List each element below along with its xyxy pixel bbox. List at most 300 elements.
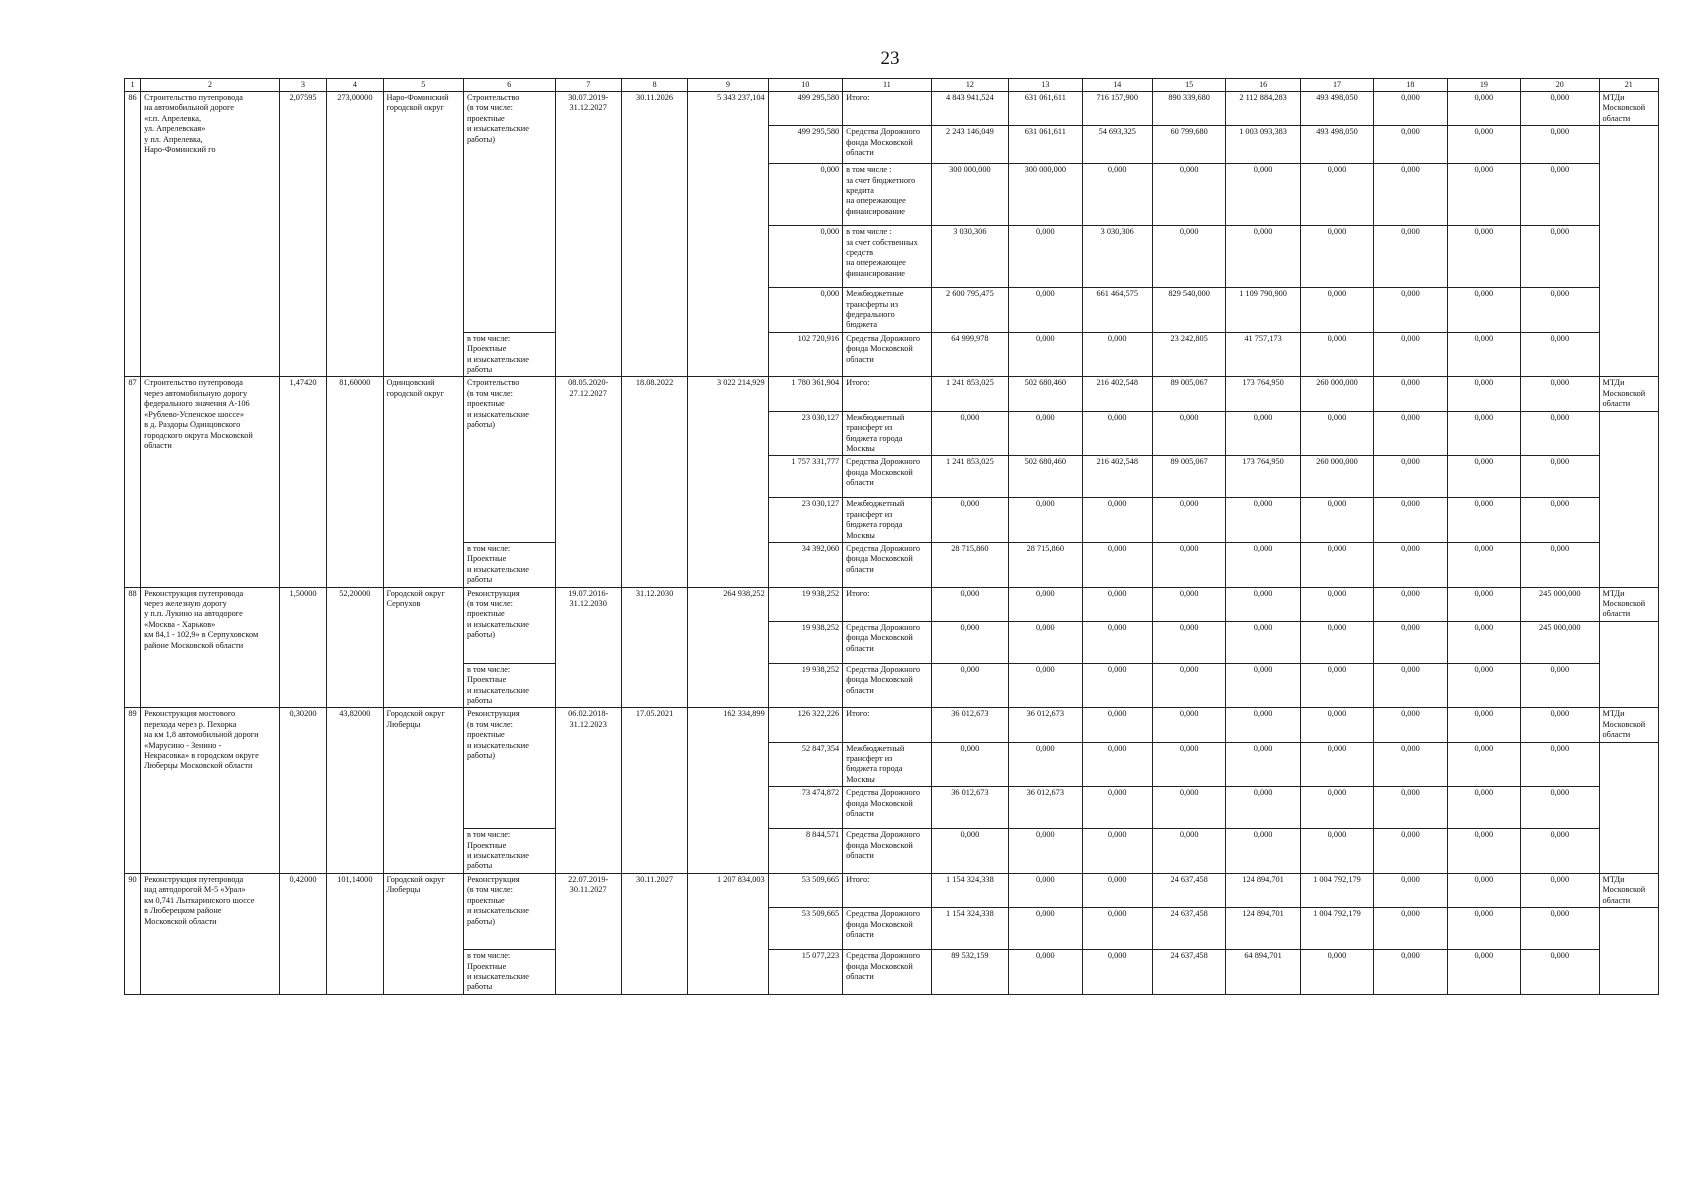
funding-source: Межбюджетный трансферт из бюджета города Москвы	[843, 411, 932, 456]
amount-cell: 0,000	[1226, 542, 1300, 587]
amount-cell: 0,000	[1300, 787, 1373, 829]
financed-to-date: 8 844,571	[768, 829, 842, 874]
amount-cell: 0,000	[1374, 288, 1447, 333]
object-length: 1,47420	[279, 377, 326, 587]
amount-cell: 0,000	[1152, 542, 1225, 587]
amount-cell: 41 757,173	[1226, 332, 1300, 377]
funding-source: Средства Дорожного фонда Московской области	[843, 663, 932, 708]
amount-cell: 0,000	[1300, 498, 1373, 543]
amount-cell: 0,000	[1226, 787, 1300, 829]
amount-cell: 0,000	[931, 587, 1008, 621]
amount-cell: 0,000	[1152, 587, 1225, 621]
amount-cell: 0,000	[1009, 663, 1082, 708]
funding-source: Итого:	[843, 873, 932, 907]
amount-cell: 0,000	[1374, 587, 1447, 621]
amount-cell: 2 112 884,283	[1226, 92, 1300, 126]
amount-cell: 1 003 093,383	[1226, 126, 1300, 164]
table-row	[125, 873, 1659, 907]
amount-cell: 0,000	[1374, 164, 1447, 226]
amount-cell: 0,000	[1447, 950, 1520, 995]
amount-cell: 0,000	[1009, 621, 1082, 663]
work-type: Строительство (в том числе: проектные и изыскательские работы)	[463, 92, 555, 333]
work-type: Реконструкция (в том числе: проектные и изыскательские работы)	[463, 708, 555, 829]
amount-cell: 716 157,900	[1082, 92, 1152, 126]
work-type-sub: в том числе: Проектные и изыскательские работы	[463, 332, 555, 377]
amount-cell: 0,000	[1521, 288, 1599, 333]
amount-cell: 0,000	[1374, 950, 1447, 995]
amount-cell: 0,000	[931, 663, 1008, 708]
object-number: 89	[125, 708, 141, 873]
amount-cell: 829 540,000	[1152, 288, 1225, 333]
customer: МТДи Московской области	[1599, 708, 1659, 742]
amount-cell: 1 109 790,900	[1226, 288, 1300, 333]
amount-cell: 890 339,680	[1152, 92, 1225, 126]
funding-source: Межбюджетные трансферты из федерального бюджета	[843, 288, 932, 333]
amount-cell: 0,000	[1521, 164, 1599, 226]
financed-to-date: 102 720,916	[768, 332, 842, 377]
amount-cell: 0,000	[1300, 587, 1373, 621]
amount-cell: 0,000	[1521, 742, 1599, 787]
financed-to-date: 53 509,665	[768, 873, 842, 907]
amount-cell: 0,000	[1009, 873, 1082, 907]
amount-cell: 0,000	[1226, 621, 1300, 663]
amount-cell: 54 693,325	[1082, 126, 1152, 164]
amount-cell: 0,000	[1521, 332, 1599, 377]
header-row	[125, 79, 1659, 92]
page-number: 23	[880, 48, 900, 69]
amount-cell: 0,000	[1082, 829, 1152, 874]
work-type-sub: в том числе: Проектные и изыскательские работы	[463, 663, 555, 708]
amount-cell: 0,000	[1152, 621, 1225, 663]
work-dates: 19.07.2016- 31.12.2030	[555, 587, 621, 708]
amount-cell: 260 000,000	[1300, 377, 1373, 411]
municipality: Наро-Фоминский городской округ	[383, 92, 463, 377]
amount-cell: 0,000	[1009, 411, 1082, 456]
amount-cell: 36 012,673	[931, 787, 1008, 829]
amount-cell: 0,000	[1009, 742, 1082, 787]
amount-cell: 0,000	[1521, 787, 1599, 829]
object-name: Строительство путепровода через автомобильную дорогу федерального значения А-106 «Рублево-Успенское шоссе» в д. Раздоры Одинцовского городского округа Московской области	[141, 377, 280, 587]
amount-cell: 1 154 324,338	[931, 908, 1008, 950]
financed-to-date: 499 295,580	[768, 126, 842, 164]
work-dates: 06.02.2018- 31.12.2023	[555, 708, 621, 873]
amount-cell: 28 715,860	[931, 542, 1008, 587]
funding-source: Средства Дорожного фонда Московской области	[843, 456, 932, 498]
customer-continued	[1599, 742, 1659, 873]
amount-cell: 36 012,673	[931, 708, 1008, 742]
financed-to-date: 1 780 361,904	[768, 377, 842, 411]
table-row	[125, 587, 1659, 621]
amount-cell: 64 999,978	[931, 332, 1008, 377]
commissioning-date: 30.11.2027	[621, 873, 687, 994]
column-header: 4	[327, 79, 383, 92]
amount-cell: 0,000	[1374, 126, 1447, 164]
object-name: Строительство путепровода на автомобильной дороге «г.п. Апрелевка, ул. Апрелевская» у пл. Апрелевка, Наро-Фоминский го	[141, 92, 280, 377]
object-length: 0,30200	[279, 708, 326, 873]
amount-cell: 124 894,701	[1226, 873, 1300, 907]
amount-cell: 300 000,000	[931, 164, 1008, 226]
customer: МТДи Московской области	[1599, 377, 1659, 411]
amount-cell: 0,000	[1082, 542, 1152, 587]
amount-cell: 0,000	[1447, 377, 1520, 411]
amount-cell: 0,000	[1374, 663, 1447, 708]
object-name: Реконструкция мостового перехода через р. Пехорка на км 1,8 автомобильной дороги «Марусино - Зенино - Некрасовка» в городском округе Люберцы Московской области	[141, 708, 280, 873]
amount-cell: 0,000	[1374, 873, 1447, 907]
amount-cell: 0,000	[1082, 787, 1152, 829]
amount-cell: 0,000	[1374, 742, 1447, 787]
object-length: 0,42000	[279, 873, 326, 994]
amount-cell: 0,000	[1082, 908, 1152, 950]
funding-source: Итого:	[843, 377, 932, 411]
object-area: 43,82000	[327, 708, 383, 873]
amount-cell: 2 243 146,049	[931, 126, 1008, 164]
amount-cell: 631 061,611	[1009, 126, 1082, 164]
amount-cell: 0,000	[1447, 164, 1520, 226]
funding-source: Итого:	[843, 708, 932, 742]
column-header: 13	[1009, 79, 1082, 92]
amount-cell: 0,000	[1009, 587, 1082, 621]
object-length: 1,50000	[279, 587, 326, 708]
amount-cell: 0,000	[1447, 829, 1520, 874]
funding-source: Средства Дорожного фонда Московской области	[843, 126, 932, 164]
amount-cell: 0,000	[1152, 742, 1225, 787]
amount-cell: 0,000	[1300, 621, 1373, 663]
amount-cell: 0,000	[1521, 498, 1599, 543]
customer: МТДи Московской области	[1599, 587, 1659, 621]
amount-cell: 0,000	[1226, 708, 1300, 742]
amount-cell: 0,000	[1082, 708, 1152, 742]
financed-to-date: 53 509,665	[768, 908, 842, 950]
amount-cell: 0,000	[1447, 742, 1520, 787]
amount-cell: 0,000	[1300, 542, 1373, 587]
amount-cell: 0,000	[1226, 411, 1300, 456]
commissioning-date: 31.12.2030	[621, 587, 687, 708]
financed-to-date: 23 030,127	[768, 411, 842, 456]
amount-cell: 631 061,611	[1009, 92, 1082, 126]
amount-cell: 0,000	[1521, 829, 1599, 874]
amount-cell: 0,000	[1521, 542, 1599, 587]
estimated-cost: 5 343 237,104	[688, 92, 768, 377]
customer-continued	[1599, 908, 1659, 995]
amount-cell: 0,000	[1374, 332, 1447, 377]
object-area: 273,00000	[327, 92, 383, 377]
funding-source: Средства Дорожного фонда Московской области	[843, 908, 932, 950]
amount-cell: 0,000	[1226, 663, 1300, 708]
financed-to-date: 126 322,226	[768, 708, 842, 742]
amount-cell: 0,000	[1447, 126, 1520, 164]
amount-cell: 0,000	[931, 742, 1008, 787]
amount-cell: 0,000	[1300, 950, 1373, 995]
amount-cell: 0,000	[1300, 332, 1373, 377]
amount-cell: 0,000	[1226, 742, 1300, 787]
commissioning-date: 18.08.2022	[621, 377, 687, 587]
amount-cell: 0,000	[1082, 411, 1152, 456]
amount-cell: 0,000	[1082, 663, 1152, 708]
amount-cell: 0,000	[1447, 498, 1520, 543]
amount-cell: 1 004 792,179	[1300, 873, 1373, 907]
amount-cell: 24 637,458	[1152, 873, 1225, 907]
financed-to-date: 52 847,354	[768, 742, 842, 787]
amount-cell: 0,000	[1374, 708, 1447, 742]
amount-cell: 0,000	[1447, 456, 1520, 498]
amount-cell: 0,000	[1521, 377, 1599, 411]
amount-cell: 0,000	[1009, 908, 1082, 950]
amount-cell: 4 843 941,524	[931, 92, 1008, 126]
object-number: 90	[125, 873, 141, 994]
amount-cell: 1 241 853,025	[931, 377, 1008, 411]
amount-cell: 0,000	[1009, 829, 1082, 874]
amount-cell: 0,000	[1374, 92, 1447, 126]
amount-cell: 0,000	[1374, 226, 1447, 288]
object-length: 2,07595	[279, 92, 326, 377]
amount-cell: 0,000	[1521, 226, 1599, 288]
amount-cell: 0,000	[1300, 288, 1373, 333]
funding-source: в том числе : за счет бюджетного кредита на опережающее финансирование	[843, 164, 932, 226]
column-header: 2	[141, 79, 280, 92]
amount-cell: 0,000	[1300, 708, 1373, 742]
column-header: 11	[843, 79, 932, 92]
amount-cell: 0,000	[1226, 829, 1300, 874]
amount-cell: 0,000	[1300, 164, 1373, 226]
amount-cell: 661 464,575	[1082, 288, 1152, 333]
column-header: 8	[621, 79, 687, 92]
amount-cell: 0,000	[931, 621, 1008, 663]
amount-cell: 0,000	[1374, 829, 1447, 874]
amount-cell: 23 242,805	[1152, 332, 1225, 377]
table-row	[125, 92, 1659, 126]
amount-cell: 0,000	[1447, 708, 1520, 742]
amount-cell: 0,000	[1374, 787, 1447, 829]
funding-source: Средства Дорожного фонда Московской области	[843, 332, 932, 377]
amount-cell: 0,000	[1300, 829, 1373, 874]
amount-cell: 0,000	[1152, 787, 1225, 829]
financed-to-date: 0,000	[768, 288, 842, 333]
municipality: Городской округ Люберцы	[383, 708, 463, 873]
amount-cell: 0,000	[1374, 377, 1447, 411]
funding-source: Средства Дорожного фонда Московской области	[843, 787, 932, 829]
amount-cell: 0,000	[931, 829, 1008, 874]
work-type-sub: в том числе: Проектные и изыскательские работы	[463, 542, 555, 587]
work-dates: 22.07.2019- 30.11.2027	[555, 873, 621, 994]
amount-cell: 28 715,860	[1009, 542, 1082, 587]
municipality: Городской округ Серпухов	[383, 587, 463, 708]
work-type: Реконструкция (в том числе: проектные и изыскательские работы)	[463, 587, 555, 663]
funding-source: Средства Дорожного фонда Московской области	[843, 950, 932, 995]
column-header: 20	[1521, 79, 1599, 92]
amount-cell: 0,000	[1447, 587, 1520, 621]
object-name: Реконструкция путепровода через железную дорогу у п.п. Лукино на автодороге «Москва - Харьков» км 84,1 - 102,9» в Серпуховском районе Московской области	[141, 587, 280, 708]
amount-cell: 0,000	[1226, 226, 1300, 288]
amount-cell: 0,000	[1374, 542, 1447, 587]
financed-to-date: 23 030,127	[768, 498, 842, 543]
column-header: 1	[125, 79, 141, 92]
column-header: 7	[555, 79, 621, 92]
work-type: Реконструкция (в том числе: проектные и изыскательские работы)	[463, 873, 555, 949]
amount-cell: 124 894,701	[1226, 908, 1300, 950]
amount-cell: 0,000	[1374, 456, 1447, 498]
column-header: 19	[1447, 79, 1520, 92]
amount-cell: 0,000	[1152, 663, 1225, 708]
amount-cell: 0,000	[1447, 663, 1520, 708]
amount-cell: 245 000,000	[1521, 587, 1599, 621]
amount-cell: 36 012,673	[1009, 787, 1082, 829]
amount-cell: 0,000	[1152, 829, 1225, 874]
financed-to-date: 0,000	[768, 226, 842, 288]
amount-cell: 0,000	[1082, 332, 1152, 377]
amount-cell: 0,000	[1300, 226, 1373, 288]
amount-cell: 3 030,306	[931, 226, 1008, 288]
amount-cell: 0,000	[1447, 92, 1520, 126]
amount-cell: 0,000	[1226, 164, 1300, 226]
amount-cell: 0,000	[1152, 708, 1225, 742]
amount-cell: 1 241 853,025	[931, 456, 1008, 498]
funding-source: в том числе : за счет собственных средств на опережающее финансирование	[843, 226, 932, 288]
object-area: 52,20000	[327, 587, 383, 708]
amount-cell: 493 498,050	[1300, 126, 1373, 164]
amount-cell: 245 000,000	[1521, 621, 1599, 663]
amount-cell: 0,000	[1082, 164, 1152, 226]
amount-cell: 1 004 792,179	[1300, 908, 1373, 950]
amount-cell: 0,000	[1521, 92, 1599, 126]
customer: МТДи Московской области	[1599, 873, 1659, 907]
amount-cell: 0,000	[1009, 288, 1082, 333]
amount-cell: 0,000	[1152, 411, 1225, 456]
amount-cell: 0,000	[1374, 411, 1447, 456]
amount-cell: 0,000	[1447, 873, 1520, 907]
funding-source: Средства Дорожного фонда Московской области	[843, 542, 932, 587]
column-header: 10	[768, 79, 842, 92]
amount-cell: 24 637,458	[1152, 908, 1225, 950]
commissioning-date: 17.05.2021	[621, 708, 687, 873]
table-row	[125, 708, 1659, 742]
amount-cell: 0,000	[1009, 498, 1082, 543]
municipality: Одинцовский городской округ	[383, 377, 463, 587]
amount-cell: 300 000,000	[1009, 164, 1082, 226]
funding-source: Средства Дорожного фонда Московской области	[843, 829, 932, 874]
amount-cell: 0,000	[1152, 164, 1225, 226]
customer: МТДи Московской области	[1599, 92, 1659, 126]
financing-table	[124, 78, 1659, 995]
amount-cell: 0,000	[1152, 498, 1225, 543]
amount-cell: 0,000	[1009, 950, 1082, 995]
amount-cell: 216 402,548	[1082, 377, 1152, 411]
object-name: Реконструкция путепровода над автодорогой М-5 «Урал» км 0,741 Лыткаринского шоссе в Люберецком районе Московской области	[141, 873, 280, 994]
amount-cell: 0,000	[1447, 787, 1520, 829]
column-header: 6	[463, 79, 555, 92]
amount-cell: 3 030,306	[1082, 226, 1152, 288]
financed-to-date: 0,000	[768, 164, 842, 226]
financed-to-date: 19 938,252	[768, 663, 842, 708]
customer-continued	[1599, 126, 1659, 377]
column-header: 12	[931, 79, 1008, 92]
amount-cell: 0,000	[1300, 411, 1373, 456]
amount-cell: 0,000	[1082, 873, 1152, 907]
work-dates: 30.07.2019- 31.12.2027	[555, 92, 621, 377]
funding-source: Итого:	[843, 587, 932, 621]
funding-source: Итого:	[843, 92, 932, 126]
object-area: 81,60000	[327, 377, 383, 587]
amount-cell: 0,000	[1152, 226, 1225, 288]
financed-to-date: 19 938,252	[768, 621, 842, 663]
funding-source: Средства Дорожного фонда Московской области	[843, 621, 932, 663]
amount-cell: 0,000	[1447, 542, 1520, 587]
financed-to-date: 499 295,580	[768, 92, 842, 126]
amount-cell: 60 799,680	[1152, 126, 1225, 164]
amount-cell: 173 764,950	[1226, 377, 1300, 411]
amount-cell: 0,000	[1082, 621, 1152, 663]
financed-to-date: 19 938,252	[768, 587, 842, 621]
amount-cell: 502 680,460	[1009, 456, 1082, 498]
amount-cell: 0,000	[1521, 950, 1599, 995]
estimated-cost: 3 022 214,929	[688, 377, 768, 587]
object-number: 88	[125, 587, 141, 708]
amount-cell: 0,000	[1009, 226, 1082, 288]
object-number: 86	[125, 92, 141, 377]
work-type-sub: в том числе: Проектные и изыскательские работы	[463, 950, 555, 995]
column-header: 21	[1599, 79, 1659, 92]
amount-cell: 0,000	[1447, 332, 1520, 377]
work-dates: 08.05.2020- 27.12.2027	[555, 377, 621, 587]
amount-cell: 0,000	[1082, 498, 1152, 543]
amount-cell: 0,000	[1521, 456, 1599, 498]
work-type-sub: в том числе: Проектные и изыскательские работы	[463, 829, 555, 874]
amount-cell: 0,000	[1447, 621, 1520, 663]
amount-cell: 216 402,548	[1082, 456, 1152, 498]
amount-cell: 0,000	[931, 411, 1008, 456]
funding-source: Межбюджетный трансферт из бюджета города Москвы	[843, 498, 932, 543]
financed-to-date: 73 474,872	[768, 787, 842, 829]
amount-cell: 0,000	[1082, 950, 1152, 995]
amount-cell: 24 637,458	[1152, 950, 1225, 995]
amount-cell: 89 532,159	[931, 950, 1008, 995]
estimated-cost: 264 938,252	[688, 587, 768, 708]
estimated-cost: 1 207 834,003	[688, 873, 768, 994]
amount-cell: 0,000	[1447, 288, 1520, 333]
column-header: 5	[383, 79, 463, 92]
municipality: Городской округ Люберцы	[383, 873, 463, 994]
amount-cell: 493 498,050	[1300, 92, 1373, 126]
financed-to-date: 1 757 331,777	[768, 456, 842, 498]
commissioning-date: 30.11.2026	[621, 92, 687, 377]
column-header: 17	[1300, 79, 1373, 92]
column-header: 3	[279, 79, 326, 92]
financed-to-date: 34 392,060	[768, 542, 842, 587]
object-number: 87	[125, 377, 141, 587]
amount-cell: 0,000	[1374, 621, 1447, 663]
amount-cell: 0,000	[1226, 498, 1300, 543]
amount-cell: 0,000	[1521, 411, 1599, 456]
amount-cell: 260 000,000	[1300, 456, 1373, 498]
amount-cell: 0,000	[1009, 332, 1082, 377]
amount-cell: 36 012,673	[1009, 708, 1082, 742]
amount-cell: 0,000	[1300, 742, 1373, 787]
amount-cell: 89 005,067	[1152, 377, 1225, 411]
amount-cell: 0,000	[1521, 663, 1599, 708]
funding-source: Межбюджетный трансферт из бюджета города Москвы	[843, 742, 932, 787]
customer-continued	[1599, 411, 1659, 587]
amount-cell: 0,000	[1374, 498, 1447, 543]
customer-continued	[1599, 621, 1659, 708]
amount-cell: 1 154 324,338	[931, 873, 1008, 907]
amount-cell: 0,000	[931, 498, 1008, 543]
amount-cell: 0,000	[1300, 663, 1373, 708]
amount-cell: 89 005,067	[1152, 456, 1225, 498]
amount-cell: 0,000	[1521, 708, 1599, 742]
amount-cell: 0,000	[1447, 226, 1520, 288]
amount-cell: 2 600 795,475	[931, 288, 1008, 333]
amount-cell: 173 764,950	[1226, 456, 1300, 498]
amount-cell: 0,000	[1521, 126, 1599, 164]
